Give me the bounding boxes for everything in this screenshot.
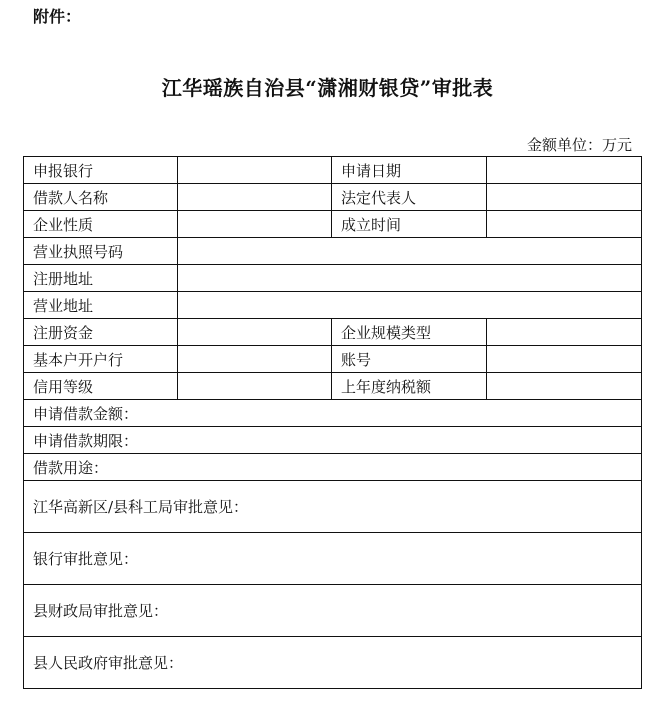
label-enterprise-nature: 企业性质 <box>24 211 178 238</box>
field-county-government-approval[interactable]: 县人民政府审批意见： <box>24 637 642 689</box>
field-establishment-date[interactable] <box>487 211 642 238</box>
attachment-label: 附件： <box>33 7 82 26</box>
label-borrower-name: 借款人名称 <box>24 184 178 211</box>
table-row <box>24 585 642 637</box>
field-application-date[interactable] <box>487 157 642 184</box>
table-row <box>24 184 642 211</box>
field-loan-purpose[interactable]: 借款用途： <box>24 454 642 481</box>
label-business-address: 营业地址 <box>24 292 178 319</box>
label-registered-address: 注册地址 <box>24 265 178 292</box>
amount-unit-note: 金额单位：万元 <box>526 136 632 154</box>
form-title: 江华瑶族自治县“潇湘财银贷”审批表 <box>161 76 494 100</box>
field-loan-term[interactable]: 申请借款期限： <box>24 427 642 454</box>
table-row <box>24 238 642 265</box>
field-business-address[interactable] <box>178 292 642 319</box>
field-basic-account-bank[interactable] <box>178 346 332 373</box>
label-application-date: 申请日期 <box>332 157 487 184</box>
table-row <box>24 265 642 292</box>
table-row <box>24 346 642 373</box>
field-account-number[interactable] <box>487 346 642 373</box>
field-registered-address[interactable] <box>178 265 642 292</box>
table-row <box>24 373 642 400</box>
table-row <box>24 400 642 427</box>
label-last-year-tax: 上年度纳税额 <box>332 373 487 400</box>
field-hightech-zone-approval[interactable]: 江华高新区/县科工局审批意见： <box>24 481 642 533</box>
label-business-license-no: 营业执照号码 <box>24 238 178 265</box>
field-enterprise-nature[interactable] <box>178 211 332 238</box>
table-row <box>24 427 642 454</box>
field-loan-amount[interactable]: 申请借款金额： <box>24 400 642 427</box>
field-enterprise-scale[interactable] <box>487 319 642 346</box>
field-finance-bureau-approval[interactable]: 县财政局审批意见： <box>24 585 642 637</box>
table-row <box>24 637 642 689</box>
table-row <box>24 454 642 481</box>
field-borrower-name[interactable] <box>178 184 332 211</box>
label-registered-capital: 注册资金 <box>24 319 178 346</box>
table-row <box>24 319 642 346</box>
label-account-number: 账号 <box>332 346 487 373</box>
label-enterprise-scale: 企业规模类型 <box>332 319 487 346</box>
field-registered-capital[interactable] <box>178 319 332 346</box>
field-bank-approval[interactable]: 银行审批意见： <box>24 533 642 585</box>
label-basic-account-bank: 基本户开户行 <box>24 346 178 373</box>
label-legal-representative: 法定代表人 <box>332 184 487 211</box>
field-last-year-tax[interactable] <box>487 373 642 400</box>
table-row <box>24 211 642 238</box>
label-credit-rating: 信用等级 <box>24 373 178 400</box>
field-declaring-bank[interactable] <box>178 157 332 184</box>
field-legal-representative[interactable] <box>487 184 642 211</box>
table-row <box>24 481 642 533</box>
table-row <box>24 292 642 319</box>
table-row <box>24 533 642 585</box>
label-declaring-bank: 申报银行 <box>24 157 178 184</box>
table-row <box>24 157 642 184</box>
field-business-license-no[interactable] <box>178 238 642 265</box>
field-credit-rating[interactable] <box>178 373 332 400</box>
approval-form-table <box>23 156 642 689</box>
label-establishment-date: 成立时间 <box>332 211 487 238</box>
